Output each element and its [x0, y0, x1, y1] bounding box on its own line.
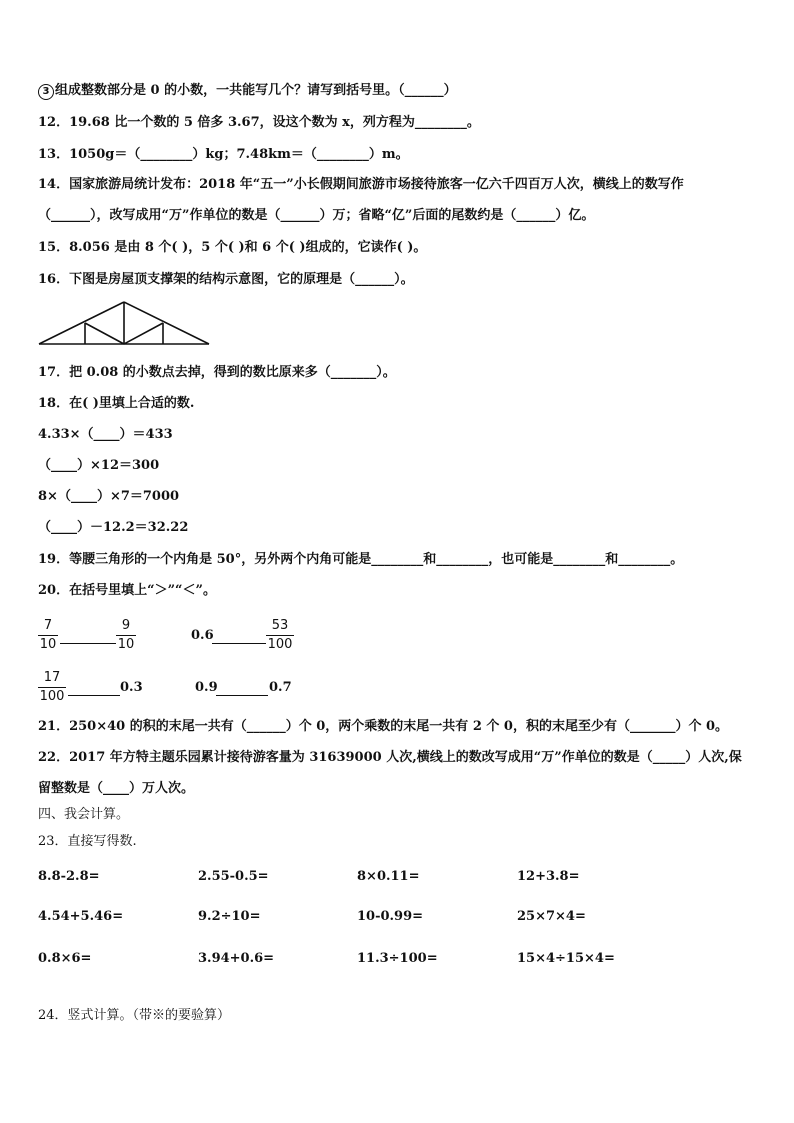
calc-item: 25×7×4= — [517, 909, 586, 924]
question-15: 15．8.056 是由 8 个( )，5 个( )和 6 个( )组成的，它读作( )。 — [38, 240, 427, 255]
question-16: 16．下图是房屋顶支撑架的结构示意图，它的原理是（______）。 — [38, 272, 414, 287]
question-11-part-3 — [38, 82, 457, 100]
question-11-part-3-text: 组成整数部分是 0 的小数，一共能写几个？请写到括号里。（______） — [55, 83, 457, 98]
fraction-53-100 — [266, 618, 294, 653]
roof-truss-diagram — [38, 300, 210, 346]
fraction-denominator: 10 — [39, 637, 57, 652]
question-21: 21．250×40 的积的末尾一共有（______）个 0，两个乘数的末尾一共有 2 个 0，积的末尾至少有（_______）个 0。 — [38, 719, 729, 734]
question-22-line-2: 留整数是（____）万人次。 — [38, 781, 195, 796]
compare-blank-1[interactable] — [60, 643, 116, 644]
calc-item: 3.94+0.6= — [198, 951, 275, 966]
fraction-bar — [266, 635, 294, 636]
calc-item: 8.8-2.8= — [38, 869, 100, 884]
question-18-b: （____）×12＝300 — [38, 458, 160, 473]
fraction-17-100 — [38, 670, 66, 705]
calc-item: 8×0.11= — [357, 869, 420, 884]
fraction-numerator: 17 — [43, 670, 61, 685]
truss-left-diagonal — [85, 323, 124, 344]
fraction-bar — [38, 687, 66, 688]
calc-item: 11.3÷100= — [357, 951, 438, 966]
fraction-denominator: 100 — [267, 637, 293, 652]
compare-right-value: 0.3 — [120, 680, 143, 695]
calc-item: 0.8×6= — [38, 951, 92, 966]
fraction-numerator: 53 — [271, 618, 289, 633]
question-18: 18．在( )里填上合适的数. — [38, 396, 195, 411]
question-22-line-1: 22．2017 年方特主题乐园累计接待游客量为 31639000 人次,横线上的数改写成用“万”作单位的数是（_____）人次,保 — [38, 750, 742, 765]
calc-item: 15×4÷15×4= — [517, 951, 615, 966]
question-17: 17．把 0.08 的小数点去掉，得到的数比原来多（_______）。 — [38, 365, 396, 380]
circled-number-marker: 3 — [38, 84, 54, 100]
section-heading-4: 四、我会计算。 — [38, 807, 130, 822]
question-18-c: 8×（____）×7＝7000 — [38, 489, 180, 504]
compare-right-value: 0.7 — [269, 680, 292, 695]
compare-blank-4[interactable] — [216, 695, 268, 696]
truss-right-diagonal — [124, 323, 163, 344]
question-24: 24．竖式计算。（带※的要验算） — [38, 1008, 231, 1023]
question-14-line-2: （______），改写成用“万”作单位的数是（______）万；省略“亿”后面的尾数约是（______）亿。 — [38, 208, 595, 223]
compare-left-value: 0.9 — [195, 680, 218, 695]
fraction-bar — [116, 635, 136, 636]
fraction-7-10 — [38, 618, 58, 653]
question-19: 19．等腰三角形的一个内角是 50°，另外两个内角可能是________和________，也可能是________和________。 — [38, 552, 684, 567]
question-23: 23．直接写得数. — [38, 834, 137, 849]
question-12: 12．19.68 比一个数的 5 倍多 3.67，设这个数为 x，列方程为________。 — [38, 115, 480, 130]
calc-item: 12+3.8= — [517, 869, 580, 884]
fraction-bar — [38, 635, 58, 636]
calc-item: 9.2÷10= — [198, 909, 261, 924]
compare-left-value: 0.6 — [191, 628, 214, 643]
calc-item: 4.54+5.46= — [38, 909, 124, 924]
compare-blank-3[interactable] — [68, 695, 120, 696]
fraction-denominator: 100 — [39, 689, 65, 704]
question-18-a: 4.33×（____）＝433 — [38, 427, 173, 442]
fraction-9-10 — [116, 618, 136, 653]
calc-item: 2.55-0.5= — [198, 869, 269, 884]
question-20: 20．在括号里填上“＞”“＜”。 — [38, 583, 217, 598]
fraction-numerator: 9 — [121, 618, 131, 633]
question-18-d: （____）－12.2＝32.22 — [38, 520, 189, 535]
question-14-line-1: 14．国家旅游局统计发布：2018 年“五一”小长假期间旅游市场接待旅客一亿六千四百万人次，横线上的数写作 — [38, 177, 684, 192]
fraction-numerator: 7 — [43, 618, 53, 633]
question-13: 13．1050g＝（________）kg；7.48km＝（________）m。 — [38, 147, 409, 162]
compare-blank-2[interactable] — [212, 643, 266, 644]
calc-item: 10-0.99= — [357, 909, 424, 924]
fraction-denominator: 10 — [117, 637, 135, 652]
